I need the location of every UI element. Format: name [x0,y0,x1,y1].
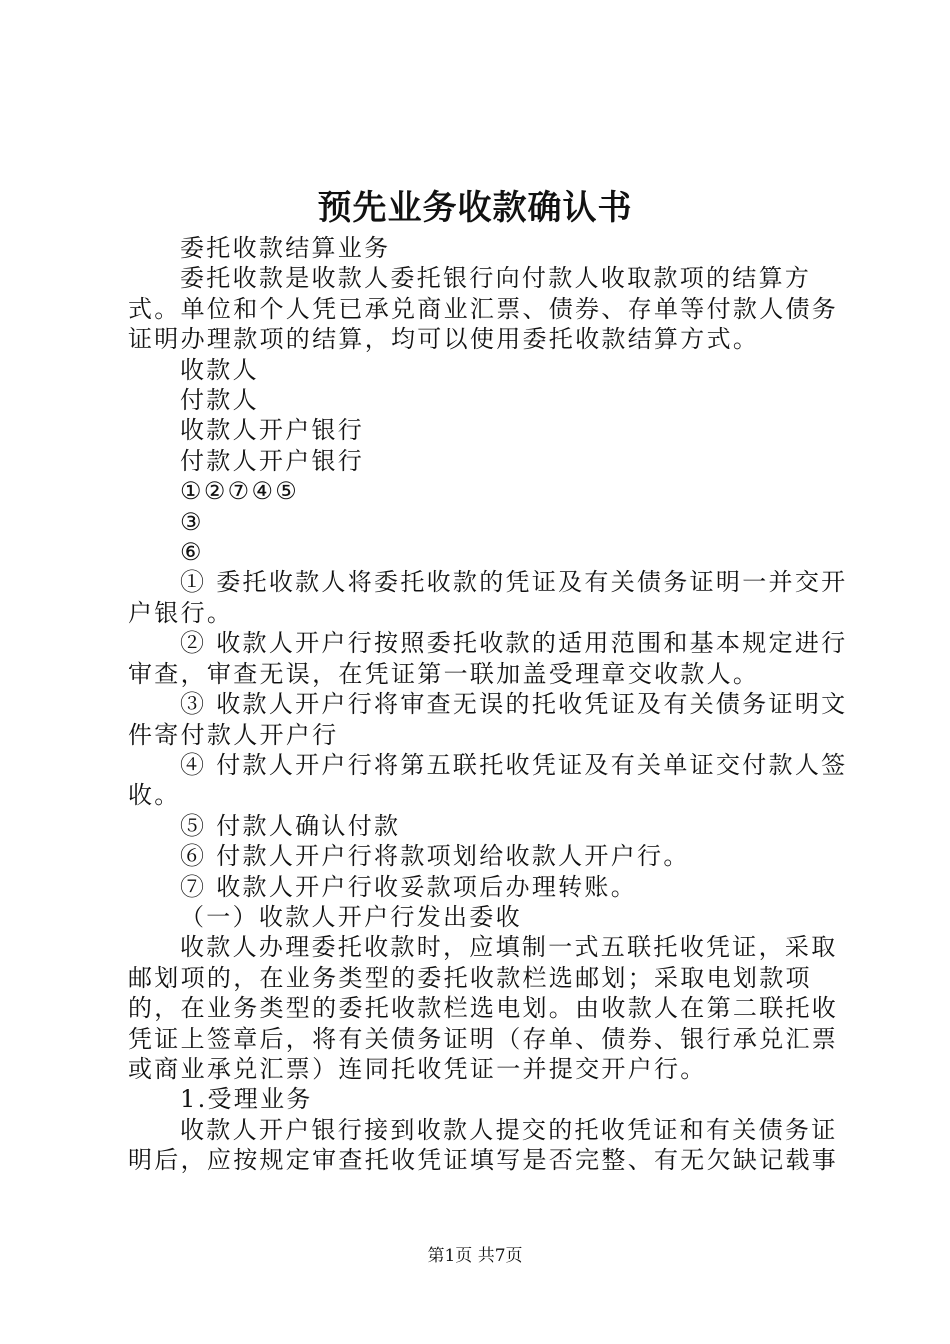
document-body [128,233,858,1176]
subsection-heading: （一）收款人开户行发出委收 [180,902,522,931]
diagram-label-payer-bank: 付款人开户银行 [180,446,365,475]
step-6-paragraph: ⑥ 付款人开户行将款项划给收款人开户行。 [180,842,690,871]
paragraph-filling-instructions: 收款人办理委托收款时，应填制一式五联托收凭证，采取邮划项的，在业务类型的委托收款栏选邮划；采取电划款项的，在业务类型的委托收款栏选电划。由收款人在第二联托收凭证上签章后，将有关债务证明（存单、债券、银行承兑汇票或商业承兑汇票）连同托收凭证一并提交开户行。 [128,933,839,1083]
diagram-step-marker-3: ③ [180,507,204,536]
diagram-step-marker-6: ⑥ [180,538,204,567]
diagram-label-payer: 付款人 [180,386,259,415]
step-2-paragraph: ② 收款人开户行按照委托收款的适用范围和基本规定进行审查，审查无误，在凭证第一联加盖受理章交收款人。 [128,629,848,688]
paragraph-acceptance-review: 收款人开户银行接到收款人提交的托收凭证和有关债务证明后，应按规定审查托收凭证填写是否完整、有无欠缺记载事 [128,1115,839,1175]
step-4-paragraph: ④ 付款人开户行将第五联托收凭证及有关单证交付款人签收。 [128,750,848,810]
numbered-heading-1: 1.受理业务 [180,1085,313,1114]
step-1-paragraph: ① 委托收款人将委托收款的凭证及有关债务证明一并交开户银行。 [128,568,848,627]
step-3-paragraph: ③ 收款人开户行将审查无误的托收凭证及有关债务证明文件寄付款人开户行 [128,690,848,749]
diagram-label-payee-bank: 收款人开户银行 [180,416,365,445]
page-footer: 第1页 共7页 [427,1246,523,1266]
paragraph-definition: 委托收款是收款人委托银行向付款人收取款项的结算方式。单位和个人凭已承兑商业汇票、债券、存单等付款人债务证明办理款项的结算，均可以使用委托收款结算方式。 [128,264,839,354]
paragraph-section-heading: 委托收款结算业务 [180,234,391,262]
step-7-paragraph: ⑦ 收款人开户行收妥款项后办理转账。 [180,872,638,901]
diagram-step-markers: ①②⑦④⑤ [180,477,300,506]
step-5-paragraph: ⑤ 付款人确认付款 [180,811,401,840]
diagram-label-payee: 收款人 [180,355,259,384]
document-title: 预先业务收款确认书 [317,188,633,228]
